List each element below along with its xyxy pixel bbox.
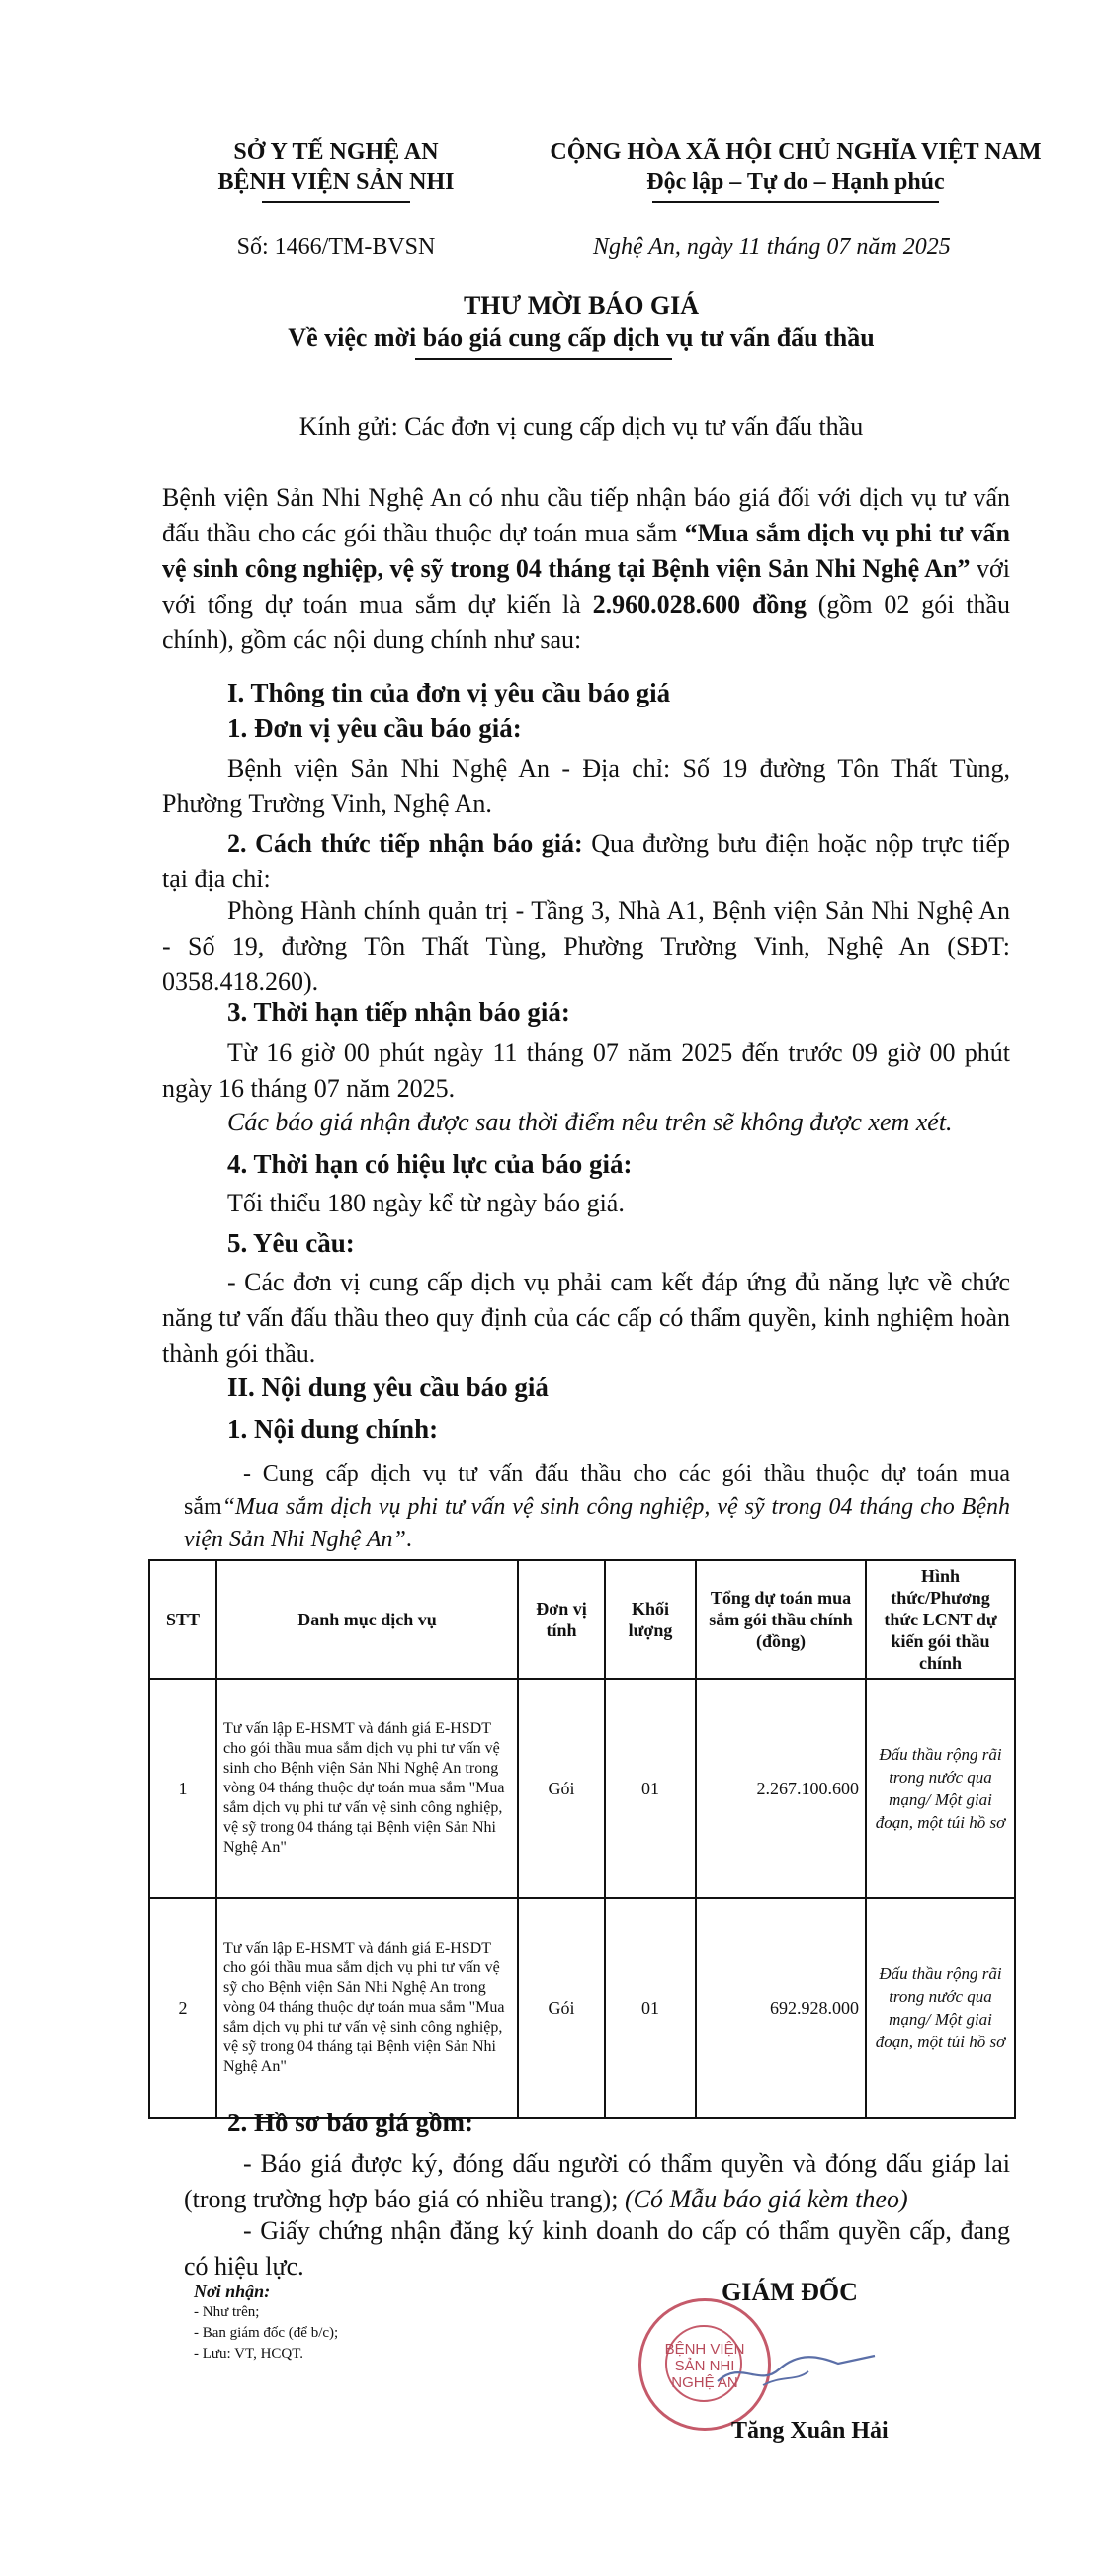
services-table [148, 1559, 1016, 2119]
total-amount: 2.960.028.600 đồng [592, 590, 807, 619]
subject-underline [415, 358, 672, 360]
item-5-text: - Các đơn vị cung cấp dịch vụ phải cam kết đáp ứng đủ năng lực về chức năng tư vấn đấu thầu theo quy định của các cấp có thẩm quyền, kinh nghiệm hoàn thành gói thầu. [162, 1268, 1010, 1368]
document-title: THƯ MỜI BÁO GIÁ [463, 291, 700, 320]
item-2-heading: 2. Cách thức tiếp nhận báo giá: [227, 829, 583, 858]
table-row [149, 1679, 1015, 1898]
section-2-item-1-heading: 1. Nội dung chính: [227, 1414, 439, 1444]
intro-text-1: Bệnh viện Sản Nhi Nghệ An có nhu cầu tiếp nhận báo giá đối với dịch vụ tư vấn đấu thầu cho các gói thầu thuộc dự toán mua sắm [162, 483, 1010, 547]
document-number: Số: 1466/TM-BVSN [236, 234, 436, 260]
section-2-item-2-text-2: - Giấy chứng nhận đăng ký kinh doanh do cấp có thẩm quyền cấp, đang có hiệu lực. [184, 2216, 1010, 2281]
row-service: Tư vấn lập E-HSMT và đánh giá E-HSDT cho gói thầu mua sắm dịch vụ phi tư vấn vệ sỹ cho Bệnh viện Sản Nhi Nghệ An trong vòng 04 tháng thuộc dự toán mua sắm "Mua sắm dịch vụ phi tư vấn vệ sinh công nghiệp, vệ sỹ trong 04 tháng tại Bệnh viện Sản Nhi Nghệ An" [216, 1898, 518, 2118]
content-text-a: - Cung cấp dịch vụ tư vấn đấu thầu cho các gói thầu thuộc dự toán mua sắm [184, 1461, 1010, 1520]
row-unit: Gói [518, 1679, 605, 1898]
row-amount: 692.928.000 [696, 1898, 866, 2118]
quote-requirement: - Báo giá được ký, đóng dấu người có thẩm quyền và đóng dấu giáp lai (trong trường hợp báo giá có nhiều trang); [184, 2149, 1010, 2213]
org-name: BỆNH VIỆN SẢN NHI [217, 169, 455, 195]
seal-text-line: BỆNH VIỆN [664, 2341, 745, 2358]
section-1-heading: I. Thông tin của đơn vị yêu cầu báo giá [227, 678, 671, 707]
section-2-item-2-text-1 [184, 2146, 1010, 2217]
row-quantity: 01 [605, 1898, 696, 2118]
section-2-item-2-heading: 2. Hồ sơ báo giá gồm: [227, 2108, 473, 2137]
row-method: Đấu thầu rộng rãi trong nước qua mạng/ Một giai đoạn, một túi hồ sơ [866, 1898, 1015, 2118]
item-3-note: Các báo giá nhận được sau thời điểm nêu trên sẽ không được xem xét. [227, 1108, 953, 1136]
intro-text-3: (gồm 02 gói thầu chính), gồm các nội dung chính như sau: [162, 590, 1010, 654]
item-4-heading: 4. Thời hạn có hiệu lực của báo giá: [227, 1149, 633, 1179]
table-header-row [149, 1560, 1015, 1679]
content-project-name: “Mua sắm dịch vụ phi tư vấn vệ sinh công nghiệp, vệ sỹ trong 04 tháng cho Bệnh viện Sản Nhi Nghệ An” [184, 1494, 1010, 1552]
item-1-heading: 1. Đơn vị yêu cầu báo giá: [227, 713, 522, 743]
signer-name: Tăng Xuân Hải [731, 2418, 889, 2444]
section-2-item-1-text [184, 1458, 1010, 1556]
table-header-amount: Tổng dự toán mua sắm gói thầu chính (đồng) [696, 1560, 866, 1679]
table-header-quantity: Khối lượng [605, 1560, 696, 1679]
motto-underline [652, 201, 939, 203]
item-2-text: Qua đường bưu điện hoặc nộp trực tiếp tại địa chỉ: [162, 829, 1011, 893]
row-stt: 2 [149, 1898, 216, 2118]
recipient-line: Kính gửi: Các đơn vị cung cấp dịch vụ tư vấn đấu thầu [298, 412, 864, 441]
row-quantity: 01 [605, 1679, 696, 1898]
item-5-heading: 5. Yêu cầu: [227, 1228, 355, 1258]
handwritten-signature [712, 2342, 880, 2401]
recipient-item: - Như trên; [194, 2304, 260, 2320]
place-date: Nghệ An, ngày 11 tháng 07 năm 2025 [593, 234, 951, 260]
row-amount: 2.267.100.600 [696, 1679, 866, 1898]
recipients-list [194, 2302, 338, 2365]
intro-text-2: với với tổng dự toán mua sắm dự kiến là [162, 554, 1010, 619]
row-service: Tư vấn lập E-HSMT và đánh giá E-HSDT cho gói thầu mua sắm dịch vụ phi tư vấn vệ sinh cho Bệnh viện Sản Nhi Nghệ An trong vòng 04 tháng thuộc dự toán mua sắm "Mua sắm dịch vụ phi tư vấn vệ sinh công nghiệp, vệ sỹ trong 04 tháng tại Bệnh viện Sản Nhi Nghệ An" [216, 1679, 518, 1898]
table-header-stt: STT [149, 1560, 216, 1679]
item-2-address: Phòng Hành chính quản trị - Tầng 3, Nhà A1, Bệnh viện Sản Nhi Nghệ An - Số 19, đường Tôn Thất Tùng, Phường Trường Vinh, Nghệ An (SĐT: 0358.418.260). [162, 896, 1010, 996]
document-subject: Về việc mời báo giá cung cấp dịch vụ tư vấn đấu thầu [288, 323, 875, 352]
recipients-heading: Nơi nhận: [194, 2282, 271, 2301]
content-text-c: . [405, 1527, 412, 1552]
motto: Độc lập – Tự do – Hạnh phúc [646, 169, 945, 195]
table-header-unit: Đơn vị tính [518, 1560, 605, 1679]
item-3-heading: 3. Thời hạn tiếp nhận báo giá: [227, 997, 570, 1027]
row-stt: 1 [149, 1679, 216, 1898]
row-unit: Gói [518, 1898, 605, 2118]
table-row [149, 1898, 1015, 2118]
recipient-item: - Lưu: VT, HCQT. [194, 2346, 304, 2362]
project-name: “Mua sắm dịch vụ phi tư vấn vệ sinh công nghiệp, vệ sỹ trong 04 tháng tại Bệnh viện Sản Nhi Nghệ An” [162, 519, 1010, 583]
row-method: Đấu thầu rộng rãi trong nước qua mạng/ Một giai đoạn, một túi hồ sơ [866, 1679, 1015, 1898]
table-header-service: Danh mục dịch vụ [216, 1560, 518, 1679]
table-header-method: Hình thức/Phương thức LCNT dự kiến gói thầu chính [866, 1560, 1015, 1679]
recipient-item: - Ban giám đốc (để b/c); [194, 2325, 339, 2341]
item-4-text: Tối thiểu 180 ngày kể từ ngày báo giá. [227, 1189, 625, 1217]
org-parent: SỞ Y TẾ NGHỆ AN [233, 139, 439, 165]
item-1-text: Bệnh viện Sản Nhi Nghệ An - Địa chỉ: Số 19 đường Tôn Thất Tùng, Phường Trường Vinh, Nghệ An. [162, 754, 1010, 818]
seal-text-line: SẢN NHI [674, 2358, 735, 2374]
item-2-paragraph [162, 826, 1010, 897]
org-underline [262, 201, 410, 203]
section-2-heading: II. Nội dung yêu cầu báo giá [227, 1372, 549, 1402]
nation-title: CỘNG HÒA XÃ HỘI CHỦ NGHĨA VIỆT NAM [550, 139, 1042, 165]
intro-paragraph [162, 480, 1010, 658]
item-3-text: Từ 16 giờ 00 phút ngày 11 tháng 07 năm 2025 đến trước 09 giờ 00 phút ngày 16 tháng 07 năm 2025. [162, 1039, 1010, 1103]
seal-text-line: NGHỆ AN [671, 2374, 738, 2391]
signer-title: GIÁM ĐỐC [722, 2278, 858, 2306]
quote-template-note: (Có Mẫu báo giá kèm theo) [624, 2185, 908, 2213]
